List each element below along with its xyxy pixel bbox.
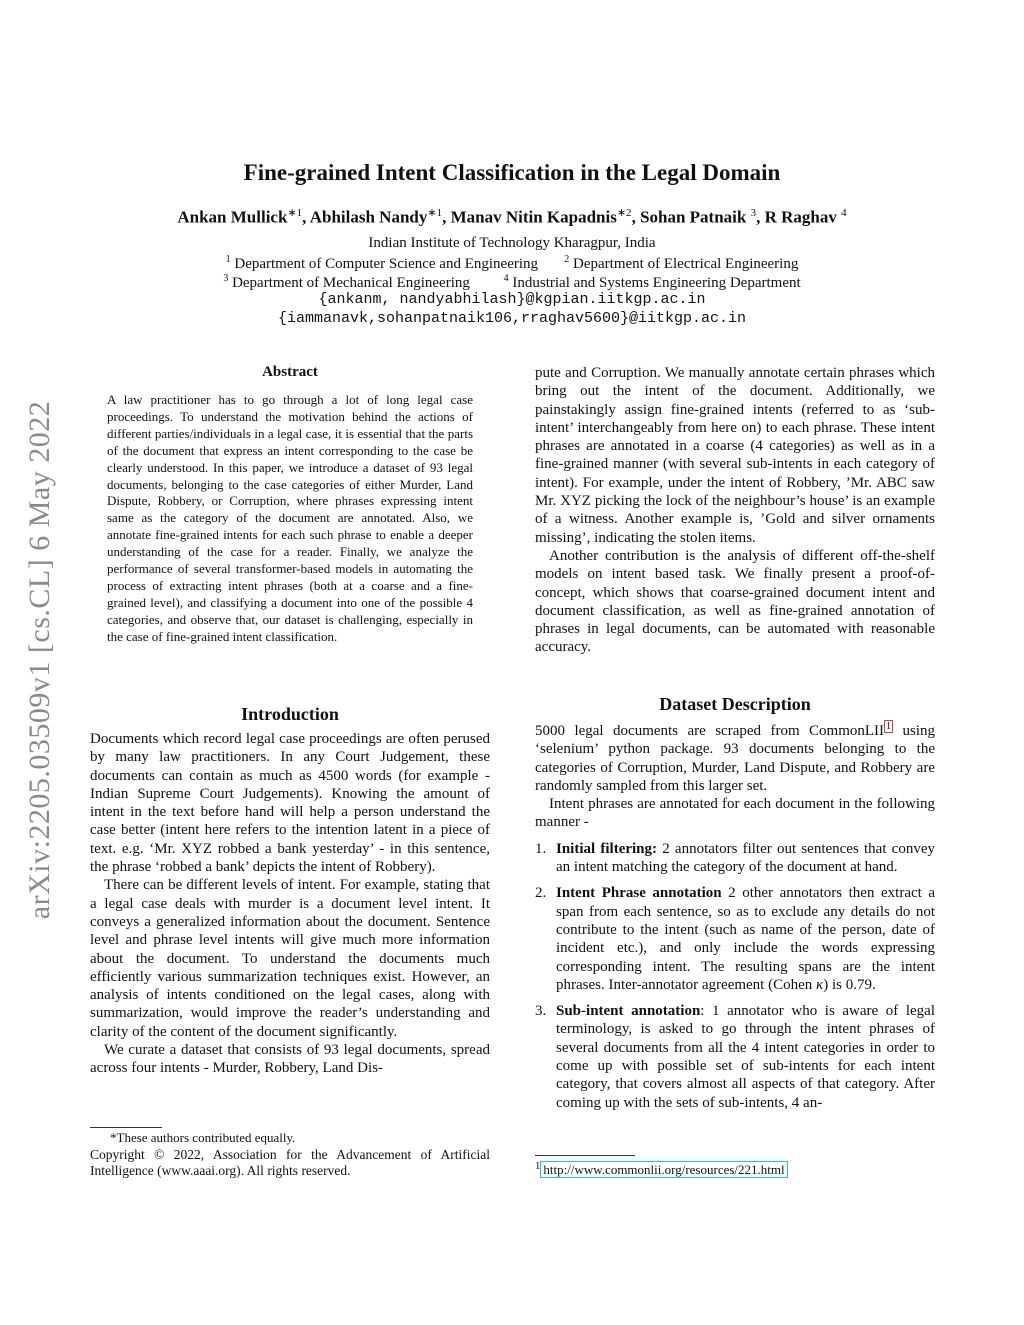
- step-text: 2 other annotators then extract a span from each sentence, so as to exclude any details do not contribute to the intent (such as name of the person, date of incident etc.), and only include the words expressing corresponding intent. The resulting spans are the intent phrases. Inter-annotator agreement (Cohen: [556, 885, 936, 993]
- arxiv-identifier-text: arXiv:2205.03509v1 [cs.CL] 6 May 2022: [23, 400, 56, 920]
- dataset-body: [535, 722, 935, 1120]
- step-number: 1.: [535, 840, 547, 857]
- author-name: Ankan Mullick: [177, 207, 288, 227]
- right-column-continuation: [535, 364, 935, 657]
- paper-title: Fine-grained Intent Classification in the Legal Domain: [243, 160, 781, 185]
- affiliation-dept-3: Department of Mechanical Engineering: [232, 275, 470, 291]
- step-title: Initial filtering:: [556, 840, 658, 857]
- footnote-left: [90, 1130, 490, 1180]
- dataset-paragraph-1: [535, 722, 935, 795]
- step-title: Intent Phrase annotation: [556, 885, 722, 902]
- author-mark: 4: [841, 207, 847, 219]
- dataset-paragraph-2: Intent phrases are annotated for each document in the following manner -: [535, 796, 935, 831]
- step-title: Sub-intent annotation: [556, 1003, 701, 1020]
- annotation-steps: [535, 840, 935, 1112]
- introduction-body: [90, 730, 490, 1078]
- author-name: Sohan Patnaik: [640, 207, 747, 227]
- step-text-tail: ) is 0.79.: [823, 976, 876, 993]
- author-mark: 3: [750, 207, 757, 219]
- abstract-text: A law practitioner has to go through a lot of long legal case proceedings. To understand the motivation behind the actions of different parties/individuals in a legal case, it is essential that the parts of the document that express an intent corresponding to the case be clearly understood. In this paper, we introduce a dataset of 93 legal documents, belonging to the case categories of either Murder, Land Dispute, Robbery, or Corruption, where phrases expressing intent same as the category of the document are annotated. Also, we annotate fine-grained intents for each such phrase to enable a deeper understanding of the case for a reader. Finally, we analyze the performance of several transformer-based models in automating the process of extracting intent phrases (both at a coarse and a fine-grained level), and classifying a document into one of the possible 4 categories, and observe that, our dataset is challenging, especially in the case of fine-grained intent classification.: [107, 392, 473, 644]
- affiliation-row-1: $^1$ Department of Computer Science and Engineering $^2$ Department of Electrical Engineering: [225, 254, 799, 272]
- commonlii-link[interactable]: http://www.commonlii.org/resources/221.html: [540, 1161, 787, 1178]
- author-name: Abhilash Nandy: [309, 207, 428, 227]
- right-paragraph-2: Another contribution is the analysis of different off-the-shelf models on intent based task. We finally present a proof-of-concept, which shows that coarse-grained document intent and document classification, as well as fine-grained annotation of phrases in legal documents, can be automated with reasonable accuracy.: [535, 547, 935, 656]
- intro-paragraph-1: Documents which record legal case proceedings are often perused by many law practitioners. In any Court Judgement, these documents can contain as much as 4500 words (for example - Indian Supreme Court Judgements). Knowing the amount of intent in the text before hand will help a person understand the case better (intent here refers to the intention latent in a piece of text. e.g. ‘Mr. XYZ robbed a bank yesterday’ - in this sentence, the phrase ‘robbed a bank’ depicts the intent of Robbery).: [90, 731, 490, 876]
- author-mark: ∗1: [427, 207, 443, 219]
- list-item: [535, 884, 935, 994]
- affiliation-dept-2: Department of Electrical Engineering: [573, 256, 799, 272]
- footnote-right: [535, 1160, 935, 1178]
- footnote-number: 1: [535, 1160, 541, 1172]
- step-number: 2.: [535, 885, 547, 902]
- kappa-symbol: κ: [816, 976, 824, 993]
- step-number: 3.: [535, 1003, 547, 1020]
- footnote-equal-contribution: *These authors contributed equally.: [110, 1130, 296, 1145]
- affiliation-row-2: $^3$ Department of Mechanical Engineering $^4$ Industrial and Systems Engineering Department: [223, 273, 801, 291]
- dataset-p1-text-cont: using ‘selenium’ python package. 93 documents belonging to the categories of Corruption, Murder, Land Dispute, and Robbery are randomly sampled from this larger set.: [535, 723, 935, 794]
- affiliation-institute: Indian Institute of Technology Kharagpur, India: [368, 235, 656, 251]
- list-item: [535, 1002, 935, 1112]
- copyright-notice: Copyright © 2022, Association for the Advancement of Artificial Intelligence (www.aaai.org). All rights reserved.: [90, 1146, 490, 1178]
- footnote-divider-right: [535, 1155, 635, 1156]
- step-text: 2 annotators filter out sentences that convey an intent matching the category of the document at hand.: [556, 840, 935, 876]
- step-text: : 1 annotator who is aware of legal terminology, is asked to go through the intent phrases of several documents from all the 4 intent categories in order to come up with possible set of sub-intents for each intent category, that covers almost all aspects of that category. After coming up with the sets of sub-intents, 4 an-: [556, 1003, 935, 1111]
- affiliation-dept-1: Department of Computer Science and Engineering: [234, 256, 539, 272]
- abstract-heading: Abstract: [262, 364, 318, 380]
- footnote-marker[interactable]: 1: [886, 721, 892, 732]
- author-list: Ankan Mullick$^{∗1}$, Abhilash Nandy$^{∗1}$, Manav Nitin Kapadnis$^{∗2}$, Sohan Patnaik $^3$, R Raghav $^4$: [177, 207, 847, 227]
- email-line-1: {ankanm, nandyabhilash}@kgpian.iitkgp.ac.in: [318, 291, 706, 308]
- author-mark: ∗2: [616, 207, 632, 219]
- dataset-heading: Dataset Description: [659, 694, 811, 714]
- author-mark: ∗1: [287, 207, 303, 219]
- intro-paragraph-3: We curate a dataset that consists of 93 legal documents, spread across four intents - Murder, Robbery, Land Dis-: [90, 1042, 490, 1077]
- footnote-divider: [90, 1127, 162, 1128]
- right-paragraph-1: pute and Corruption. We manually annotate certain phrases which bring out the intent of the document. Additionally, we painstakingly assign fine-grained intents (referred to as ‘sub-intent’ interchangeably from here on) to each phrase. These intent phrases are annotated in a coarse (4 categories) as well as in a fine-grained manner (with several sub-intents in each category of intent). For example, under the intent of Robbery, ’Mr. ABC saw Mr. XYZ picking the lock of the neighbour’s house’ is an example of a witness. Another example is, ’Gold and silver ornaments missing’, indicating the stolen items.: [535, 365, 935, 546]
- dataset-p1-text: 5000 legal documents are scraped from CommonLII: [535, 723, 885, 739]
- arxiv-identifier: [16, 350, 64, 970]
- author-name: Manav Nitin Kapadnis: [450, 207, 617, 227]
- email-line-2: {iammanavk,sohanpatnaik106,rraghav5600}@iitkgp.ac.in: [277, 310, 747, 327]
- author-name: R Raghav: [764, 207, 837, 227]
- intro-paragraph-2: There can be different levels of intent. For example, stating that a legal case deals with murder is a document level intent. It conveys a generalized information about the document. Sentence level and phrase level intents will give much more information about the document. To understand the documents much efficiently various summarization techniques exist. However, an analysis of intents conditioned on the legal cases, along with summarization, would improve the reader’s understanding and clarity of the content of the document significantly.: [90, 877, 490, 1040]
- introduction-heading: Introduction: [241, 704, 339, 724]
- list-item: [535, 840, 935, 877]
- affiliation-dept-4: Industrial and Systems Engineering Department: [512, 275, 801, 291]
